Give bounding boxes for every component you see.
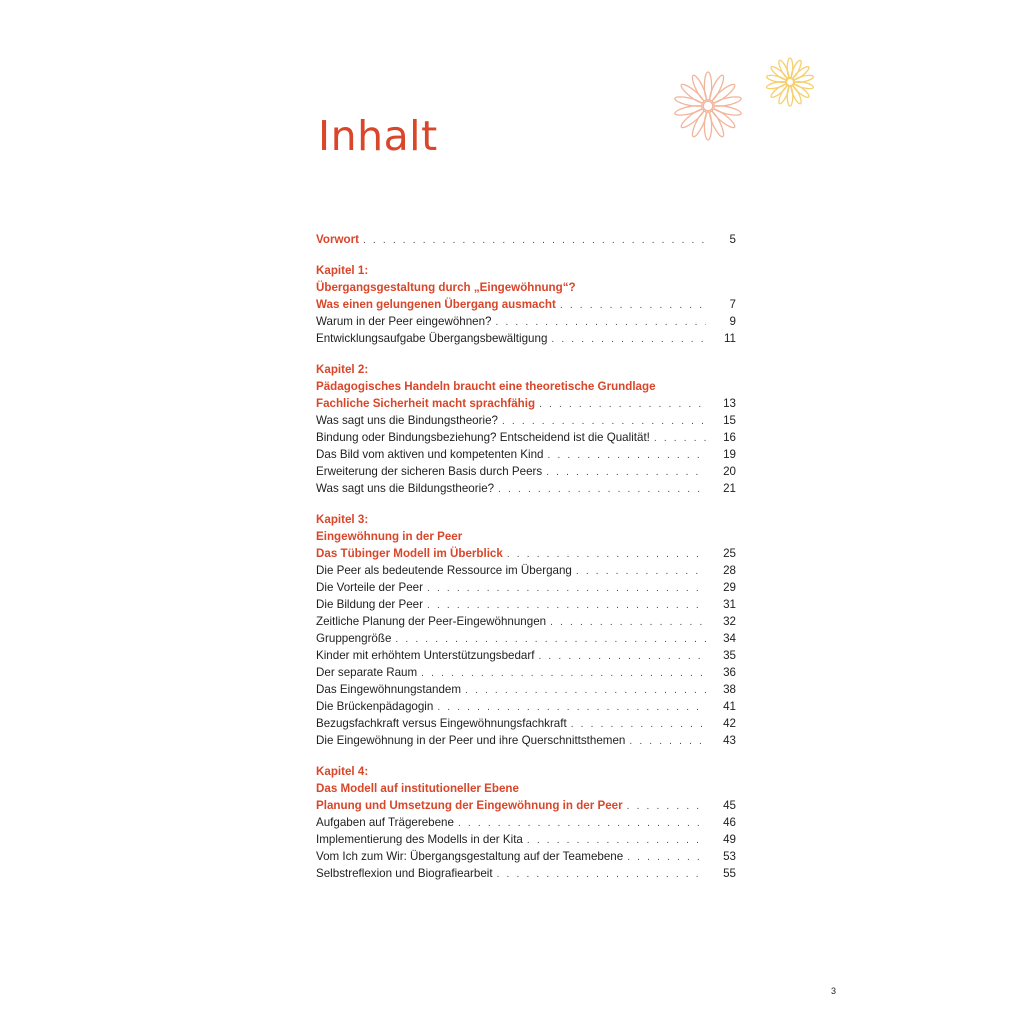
dot-leader <box>560 297 706 314</box>
dot-leader <box>654 430 706 447</box>
toc-entry-title: Implementierung des Modells in der Kita <box>316 833 523 846</box>
toc-entry-page: 29 <box>723 581 736 594</box>
toc-entry-page: 53 <box>723 850 736 863</box>
toc-entry-title: Erweiterung der sicheren Basis durch Peers <box>316 465 543 478</box>
toc-entry-title: Das Tübinger Modell im Überblick <box>316 547 503 560</box>
toc-entry[interactable] <box>316 814 736 831</box>
toc-entry[interactable] <box>316 647 736 664</box>
dot-leader <box>629 733 706 750</box>
toc-entry-page: 11 <box>723 332 736 345</box>
toc-entry-page: 35 <box>723 649 736 662</box>
toc-entry-page: 45 <box>723 799 736 812</box>
dot-leader <box>539 396 706 413</box>
toc-entry-title: Die Vorteile der Peer <box>316 581 423 594</box>
toc-entry-title: Vom Ich zum Wir: Übergangsgestaltung auf der Teamebene <box>316 850 624 863</box>
toc-entry[interactable] <box>316 664 736 681</box>
dot-leader <box>527 832 706 849</box>
decorative-flowers <box>668 50 828 150</box>
dot-leader <box>465 682 706 699</box>
chapter-heading: Pädagogisches Handeln braucht eine theoretische Grundlage <box>316 380 656 393</box>
toc-entry-title: Entwicklungsaufgabe Übergangsbewältigung <box>316 332 548 345</box>
toc-entry-title: Planung und Umsetzung der Eingewöhnung in der Peer <box>316 799 623 812</box>
toc-entry-page: 38 <box>723 683 736 696</box>
toc-entry-title: Zeitliche Planung der Peer-Eingewöhnungen <box>316 615 547 628</box>
toc-entry-title: Die Eingewöhnung in der Peer und ihre Querschnittsthemen <box>316 734 626 747</box>
toc-entry-title: Die Peer als bedeutende Ressource im Übergang <box>316 564 572 577</box>
toc-entry-title: Bezugsfachkraft versus Eingewöhnungsfachkraft <box>316 717 567 730</box>
dot-leader <box>437 699 706 716</box>
toc-entry[interactable] <box>316 831 736 848</box>
toc-chapter-3 <box>316 511 736 749</box>
chapter-main-entry[interactable] <box>316 545 736 562</box>
toc-entry-title: Die Brückenpädagogin <box>316 700 434 713</box>
dot-leader <box>363 232 706 249</box>
toc-entry[interactable] <box>316 715 736 732</box>
dot-leader <box>497 866 706 883</box>
dot-leader <box>538 648 706 665</box>
chapter-label: Kapitel 3: <box>316 513 369 526</box>
toc-entry-page: 28 <box>723 564 736 577</box>
toc-entry[interactable] <box>316 480 736 497</box>
toc-entry-title: Der separate Raum <box>316 666 418 679</box>
chapter-label: Kapitel 1: <box>316 264 369 277</box>
toc-entry[interactable] <box>316 330 736 347</box>
dot-leader <box>427 597 706 614</box>
toc-entry-page: 15 <box>723 414 736 427</box>
toc-entry-title: Was sagt uns die Bindungstheorie? <box>316 414 498 427</box>
dot-leader <box>571 716 706 733</box>
toc-entry-page: 55 <box>723 867 736 880</box>
dot-leader <box>421 665 706 682</box>
toc-entry-page: 9 <box>729 315 736 328</box>
toc-entry[interactable] <box>316 313 736 330</box>
toc-entry[interactable] <box>316 865 736 882</box>
toc-entry-page: 46 <box>723 816 736 829</box>
toc-entry-page: 16 <box>723 431 736 444</box>
toc-entry[interactable] <box>316 681 736 698</box>
toc-section-vorwort <box>316 231 736 248</box>
dot-leader <box>548 447 707 464</box>
toc-chapter-2 <box>316 361 736 497</box>
chapter-main-entry[interactable] <box>316 296 736 313</box>
dot-leader <box>502 413 706 430</box>
dot-leader <box>546 464 706 481</box>
toc-entry-title: Selbstreflexion und Biografiearbeit <box>316 867 493 880</box>
chapter-heading: Übergangsgestaltung durch „Eingewöhnung“? <box>316 281 576 294</box>
toc-entry-page: 21 <box>723 482 736 495</box>
toc-entry-page: 34 <box>723 632 736 645</box>
page-number: 3 <box>831 986 837 996</box>
dot-leader <box>498 481 706 498</box>
toc-chapter-4 <box>316 763 736 882</box>
toc-entry-page: 19 <box>723 448 736 461</box>
toc-chapter-1 <box>316 262 736 347</box>
dot-leader <box>507 546 706 563</box>
toc-entry[interactable] <box>316 630 736 647</box>
toc-entry-title: Bindung oder Bindungsbeziehung? Entscheidend ist die Qualität! <box>316 431 650 444</box>
toc-entry-page: 49 <box>723 833 736 846</box>
dot-leader <box>576 563 706 580</box>
table-of-contents <box>316 231 736 896</box>
toc-entry-title: Aufgaben auf Trägerebene <box>316 816 454 829</box>
toc-entry-title: Das Bild vom aktiven und kompetenten Kind <box>316 448 544 461</box>
dot-leader <box>496 314 706 331</box>
toc-entry-title: Fachliche Sicherheit macht sprachfähig <box>316 397 536 410</box>
toc-entry[interactable] <box>316 698 736 715</box>
toc-entry-page: 13 <box>723 397 736 410</box>
toc-entry[interactable] <box>316 463 736 480</box>
chapter-main-entry[interactable] <box>316 395 736 412</box>
toc-entry-page: 42 <box>723 717 736 730</box>
toc-entry-title: Vorwort <box>316 233 359 246</box>
dot-leader <box>458 815 706 832</box>
toc-entry-page: 25 <box>723 547 736 560</box>
toc-entry[interactable] <box>316 848 736 865</box>
chapter-heading: Das Modell auf institutioneller Ebene <box>316 782 519 795</box>
toc-entry-page: 43 <box>723 734 736 747</box>
chapter-heading: Eingewöhnung in der Peer <box>316 530 463 543</box>
toc-entry[interactable] <box>316 446 736 463</box>
toc-entry-title: Was sagt uns die Bildungstheorie? <box>316 482 495 495</box>
dot-leader <box>627 798 706 815</box>
toc-entry[interactable] <box>316 579 736 596</box>
toc-entry-page: 41 <box>723 700 736 713</box>
toc-entry-page: 5 <box>729 233 736 246</box>
toc-entry-page: 7 <box>729 298 736 311</box>
dot-leader <box>627 849 706 866</box>
page-title: Inhalt <box>318 112 438 160</box>
toc-entry-title: Gruppengröße <box>316 632 392 645</box>
toc-entry[interactable] <box>316 562 736 579</box>
toc-entry[interactable] <box>316 412 736 429</box>
daisy-flower-icon <box>766 58 814 106</box>
toc-entry[interactable] <box>316 613 736 630</box>
chapter-main-entry[interactable] <box>316 797 736 814</box>
toc-entry-vorwort[interactable] <box>316 231 736 248</box>
dot-leader <box>427 580 706 597</box>
toc-entry-title: Die Bildung der Peer <box>316 598 423 611</box>
chapter-label: Kapitel 2: <box>316 363 369 376</box>
dot-leader <box>551 331 706 348</box>
chapter-label: Kapitel 4: <box>316 765 369 778</box>
toc-entry-title: Das Eingewöhnungstandem <box>316 683 462 696</box>
toc-entry-title: Was einen gelungenen Übergang ausmacht <box>316 298 556 311</box>
toc-entry-title: Warum in der Peer eingewöhnen? <box>316 315 492 328</box>
toc-entry-page: 36 <box>723 666 736 679</box>
dot-leader <box>550 614 706 631</box>
dot-leader <box>395 631 706 648</box>
toc-entry-page: 32 <box>723 615 736 628</box>
daisy-flower-icon <box>674 72 742 140</box>
toc-entry[interactable] <box>316 732 736 749</box>
toc-entry-page: 20 <box>723 465 736 478</box>
toc-entry[interactable] <box>316 429 736 446</box>
toc-entry[interactable] <box>316 596 736 613</box>
toc-entry-page: 31 <box>723 598 736 611</box>
toc-entry-title: Kinder mit erhöhtem Unterstützungsbedarf <box>316 649 535 662</box>
